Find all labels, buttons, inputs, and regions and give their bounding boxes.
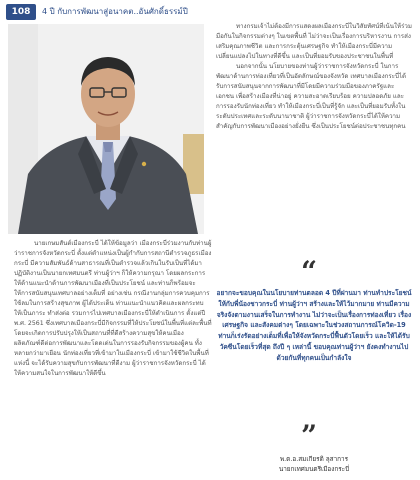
portrait-illustration xyxy=(8,24,204,234)
author-title: นายกเทศมนตรีเมืองกระบี่ xyxy=(278,465,350,473)
quote-attribution xyxy=(216,454,412,474)
portrait-photo xyxy=(8,24,204,234)
quote-text: อยากจะขอบคุณในนโยบายท่านตลอด 4 ปีที่ผ่านมา ท่านทำประโยชน์ให้กับพี่น้องชาวกระบี่ ท่านผู้ว่าฯ สร้างและให้ไว้มากมาย ท่านมีความจริงจังตามงานเสร็จในการทำงาน ไม่ว่าจะเป็นเรื่องการท่องเที่ยว เรื่องเศรษฐกิจ และสังคมต่างๆ โดยเฉพาะในช่วงสถานการณ์โควิด-19 ท่านก็เร่งรัดอย่างเต็มที่เพื่อให้จังหวัดกระบี่ฟื้นตัวโดยเร็ว และให้ได้รับวัคซีนโดยเร็วที่สุด ถึงปี ๆ เหล่านี้ ขอบคุณท่านผู้ว่าฯ ยังคงทำงานไปด้วยกันที่ทุกคนเป็นกำลังใจ xyxy=(216,289,412,362)
body-paragraph: นายเกษมสันต์เมืองกระบี่ ได้ให้ข้อมูลว่า เมืองกระบี่ร่วมงานกับท่านผู้ว่าราชการจังหวัดกระบี่ ตั้งแต่ตำแหน่งเป็นผู้กำกับการสถานีตำรวจภูธรเมืองกระบี่ มีความสัมพันธ์ด้านสาธารณที่เป็นตำรวจแล้วเกินในรับเป็นที่ได้มาปฏิบัติงานเป็นนายกเทศมนตรี ท่านผู้ว่าฯ ก็ให้ความกรุณา โดยผลกระการให้ด้านแนะนำด้านการพัฒนาเมืองที่เป็นประโยชน์ และท่านก็พร้อมจะให้การสนับสนุนเทศบาลอย่างเต็มที่ อย่างเช่น กรณีงานกลุ่มการควบคุมการใช้ลมในการสร้างสุขภาพ ผู้ได้ประเด็น ท่านแนะนำแนวคิดและผลกระทบ ให้เป็นภาระ ทำส่งต่อ รวมการไปเทศบาลเมืองกระบี่ให้ดำเนินการ ตั้งแต่ปี พ.ศ. 2561 ซึ่งเทศบาลเมืองกระบี่มีกิจกรรมที่ให้ประโยชน์ในพื้นที่แต่ละพื้นที่ โดยจะเกิดการปรับปรุงให้เป็นสถานที่ที่ดีสร้างความสุขให้คนเมือง ผลิตภัณฑ์ดีต่อการพัฒนาและโดดเด่นในการรองรับกิจกรรมของผู้คน ทั้งหลายกว่ามาเยือน นักท่องเที่ยวที่เข้ามาในเมืองกระบี่ เข้ามาใช้ชีวิตในพื้นที่แห่งนี้ จะได้รับความสุขกับการพัฒนาที่ดีงาม ผู้ว่าราชการจังหวัดกระบี่ ได้ให้ความสนใจในการพัฒนาให้ดีขึ้น xyxy=(14,240,212,377)
page-number: 108 xyxy=(6,4,36,20)
open-quote-icon: “ xyxy=(301,255,318,288)
body-paragraph: นอกจากนั้น นโยบายของท่านผู้ว่าราชการจังหวัดกระบี่ ในการพัฒนาด้านการท่องเที่ยวที่เป็นอัตลักษณ์ของจังหวัด เทศบาลเมืองกระบี่ได้รับการสนับสนุนจากการพัฒนาที่มีโดยมีความร่วมมือของภาครัฐและเอกชน เพื่อสร้างเมืองที่น่าอยู่ ความสะอาดเรียบร้อย ความปลอดภัย และการรองรับนักท่องเที่ยว ทำให้เมืองกระบี่เป็นที่รู้จัก และเป็นที่ยอมรับทั้งในระดับประเทศและระดับนานาชาติ ผู้ว่าราชการจังหวัดกระบี่ได้ให้ความสำคัญกับการพัฒนาเมืองอย่างยั่งยืน ซึ่งเป็นประโยชน์ต่อประชาชนทุกคน xyxy=(216,63,407,130)
close-quote-icon: ” xyxy=(301,419,318,452)
page-header xyxy=(0,0,420,22)
left-body-column xyxy=(14,239,212,479)
author-name: พ.ต.อ.สมเกียรติ ลุสาการ xyxy=(279,455,349,463)
right-body-column xyxy=(216,22,412,262)
running-title: 4 ปี กับการพัฒนาสู่อนาคต..อันศักดิ์ธรรม์ปี xyxy=(42,7,188,16)
pull-quote xyxy=(214,255,414,480)
body-paragraph: ทางกรมเจ้าไม่ต้องมีการแสดงผลเมืองกระบี่ในวิสัยทัศน์ที่เน้นให้ร่วมมือกันในกิจกรรมต่างๆ ในเขตพื้นที่ ไม่ว่าจะเป็นเรื่องการบริหารงาน การส่งเสริมคุณภาพชีวิต และการกระตุ้นเศรษฐกิจ ทำให้เมืองกระบี่มีความเปลี่ยนแปลงไปในทางที่ดีขึ้น และเป็นที่ยอมรับของประชาชนในพื้นที่ xyxy=(216,23,412,60)
